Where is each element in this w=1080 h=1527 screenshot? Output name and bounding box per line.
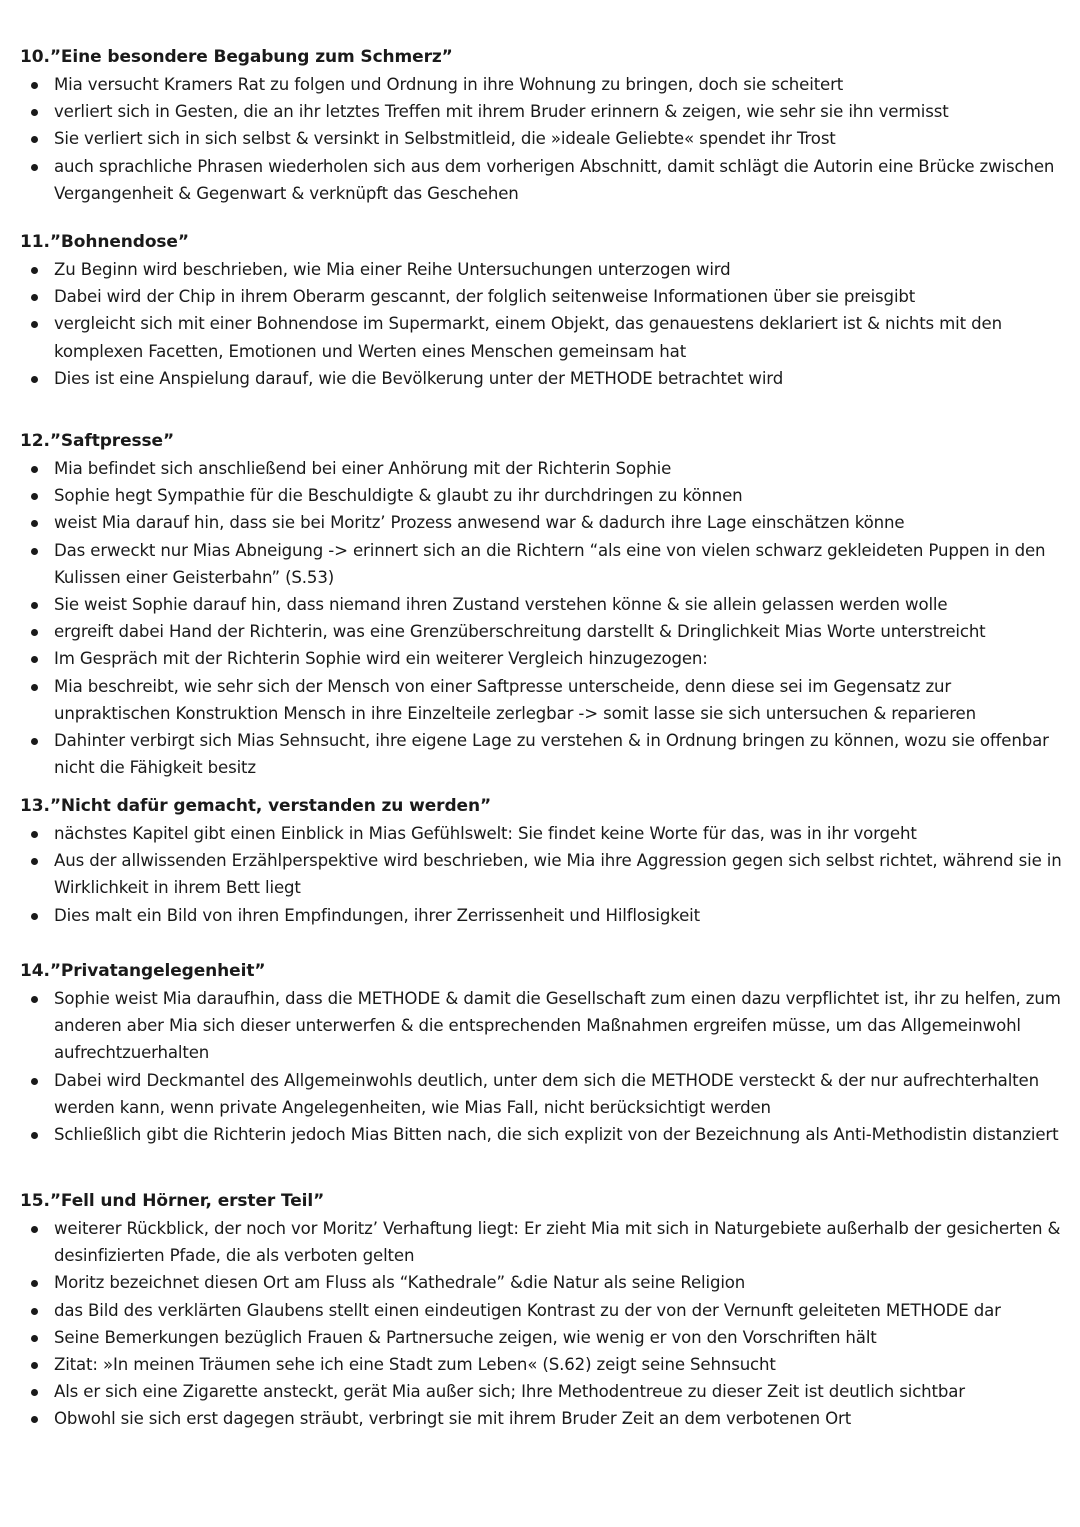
list-item: Schließlich gibt die Richterin jedoch Mias Bitten nach, die sich explizit von der Bezeichnung als Anti-Methodistin distanziert (54, 1121, 1065, 1148)
bullet-list (20, 455, 1065, 781)
list-item: das Bild des verklärten Glaubens stellt einen eindeutigen Kontrast zu der von der Vernunft geleiteten METHODE dar (54, 1297, 1065, 1324)
list-item: Moritz bezeichnet diesen Ort am Fluss als “Kathedrale” &die Natur als seine Religion (54, 1269, 1065, 1296)
section-14 (20, 958, 1065, 1148)
list-item: ergreift dabei Hand der Richterin, was eine Grenzüberschreitung darstellt & Dringlichkeit Mias Worte unterstreicht (54, 618, 1065, 645)
list-item: Seine Bemerkungen bezüglich Frauen & Partnersuche zeigen, wie wenig er von den Vorschriften hält (54, 1324, 1065, 1351)
list-item: Dahinter verbirgt sich Mias Sehnsucht, ihre eigene Lage zu verstehen & in Ordnung bringen zu können, wozu sie offenbar nicht die Fähigkeit besitz (54, 727, 1065, 781)
section-heading: 10.”Eine besondere Begabung zum Schmerz” (20, 47, 453, 67)
bullet-list (20, 1215, 1065, 1433)
bullet-list (20, 71, 1065, 207)
list-item: Aus der allwissenden Erzählperspektive wird beschrieben, wie Mia ihre Aggression gegen sich selbst richtet, während sie in Wirklichkeit in ihrem Bett liegt (54, 847, 1065, 901)
section-heading: 15.”Fell und Hörner, erster Teil” (20, 1191, 325, 1211)
list-item: Sie weist Sophie darauf hin, dass niemand ihren Zustand verstehen könne & sie allein gelassen werden wolle (54, 591, 1065, 618)
list-item: Das erweckt nur Mias Abneigung -> erinnert sich an die Richtern “als eine von vielen schwarz gekleideten Puppen in den Kulissen einer Geisterbahn” (S.53) (54, 537, 1065, 591)
bullet-list (20, 820, 1065, 929)
list-item: Obwohl sie sich erst dagegen sträubt, verbringt sie mit ihrem Bruder Zeit an dem verbotenen Ort (54, 1405, 1065, 1432)
list-item: Zu Beginn wird beschrieben, wie Mia einer Reihe Untersuchungen unterzogen wird (54, 256, 1065, 283)
section-11 (20, 229, 1065, 392)
list-item: Dabei wird der Chip in ihrem Oberarm gescannt, der folglich seitenweise Informationen über sie preisgibt (54, 283, 1065, 310)
list-item: Mia befindet sich anschließend bei einer Anhörung mit der Richterin Sophie (54, 455, 1065, 482)
list-item: Sophie weist Mia daraufhin, dass die METHODE & damit die Gesellschaft zum einen dazu verpflichtet ist, ihr zu helfen, zum anderen aber Mia sich dieser unterwerfen & die entsprechenden Maßnahmen ergreifen müsse, um das Allgemeinwohl aufrechtzuerhalten (54, 985, 1065, 1067)
list-item: weist Mia darauf hin, dass sie bei Moritz’ Prozess anwesend war & dadurch ihre Lage einschätzen könne (54, 509, 1065, 536)
list-item: verliert sich in Gesten, die an ihr letztes Treffen mit ihrem Bruder erinnern & zeigen, wie sehr sie ihn vermisst (54, 98, 1065, 125)
section-15 (20, 1188, 1065, 1433)
list-item: Dies ist eine Anspielung darauf, wie die Bevölkerung unter der METHODE betrachtet wird (54, 365, 1065, 392)
list-item: Als er sich eine Zigarette ansteckt, gerät Mia außer sich; Ihre Methodentreue zu dieser Zeit ist deutlich sichtbar (54, 1378, 1065, 1405)
section-10 (20, 44, 1065, 207)
list-item: Sie verliert sich in sich selbst & versinkt in Selbstmitleid, die »ideale Geliebte« spendet ihr Trost (54, 125, 1065, 152)
bullet-list (20, 256, 1065, 392)
bullet-list (20, 985, 1065, 1148)
list-item: Im Gespräch mit der Richterin Sophie wird ein weiterer Vergleich hinzugezogen: (54, 645, 1065, 672)
list-item: auch sprachliche Phrasen wiederholen sich aus dem vorherigen Abschnitt, damit schlägt die Autorin eine Brücke zwischen Vergangenheit & Gegenwart & verknüpft das Geschehen (54, 153, 1065, 207)
section-12 (20, 428, 1065, 781)
list-item: Dabei wird Deckmantel des Allgemeinwohls deutlich, unter dem sich die METHODE versteckt & der nur aufrechterhalten werden kann, wenn private Angelegenheiten, wie Mias Fall, nicht berücksichtigt werden (54, 1067, 1065, 1121)
list-item: Zitat: »In meinen Träumen sehe ich eine Stadt zum Leben« (S.62) zeigt seine Sehnsucht (54, 1351, 1065, 1378)
list-item: Sophie hegt Sympathie für die Beschuldigte & glaubt zu ihr durchdringen zu können (54, 482, 1065, 509)
list-item: Mia beschreibt, wie sehr sich der Mensch von einer Saftpresse unterscheide, denn diese sei im Gegensatz zur unpraktischen Konstruktion Mensch in ihre Einzelteile zerlegbar -> somit lasse sie sich untersuchen & reparieren (54, 673, 1065, 727)
section-heading: 11.”Bohnendose” (20, 232, 189, 252)
list-item: nächstes Kapitel gibt einen Einblick in Mias Gefühlswelt: Sie findet keine Worte für das, was in ihr vorgeht (54, 820, 1065, 847)
list-item: Dies malt ein Bild von ihren Empfindungen, ihrer Zerrissenheit und Hilflosigkeit (54, 902, 1065, 929)
section-13 (20, 793, 1065, 929)
section-heading: 13.”Nicht dafür gemacht, verstanden zu werden” (20, 796, 492, 816)
section-heading: 14.”Privatangelegenheit” (20, 961, 266, 981)
list-item: Mia versucht Kramers Rat zu folgen und Ordnung in ihre Wohnung zu bringen, doch sie scheitert (54, 71, 1065, 98)
list-item: weiterer Rückblick, der noch vor Moritz’ Verhaftung liegt: Er zieht Mia mit sich in Naturgebiete außerhalb der gesicherten & desinfizierten Pfade, die als verboten gelten (54, 1215, 1065, 1269)
list-item: vergleicht sich mit einer Bohnendose im Supermarkt, einem Objekt, das genauestens deklariert ist & nichts mit den komplexen Facetten, Emotionen und Werten eines Menschen gemeinsam hat (54, 310, 1065, 364)
section-heading: 12.”Saftpresse” (20, 431, 175, 451)
